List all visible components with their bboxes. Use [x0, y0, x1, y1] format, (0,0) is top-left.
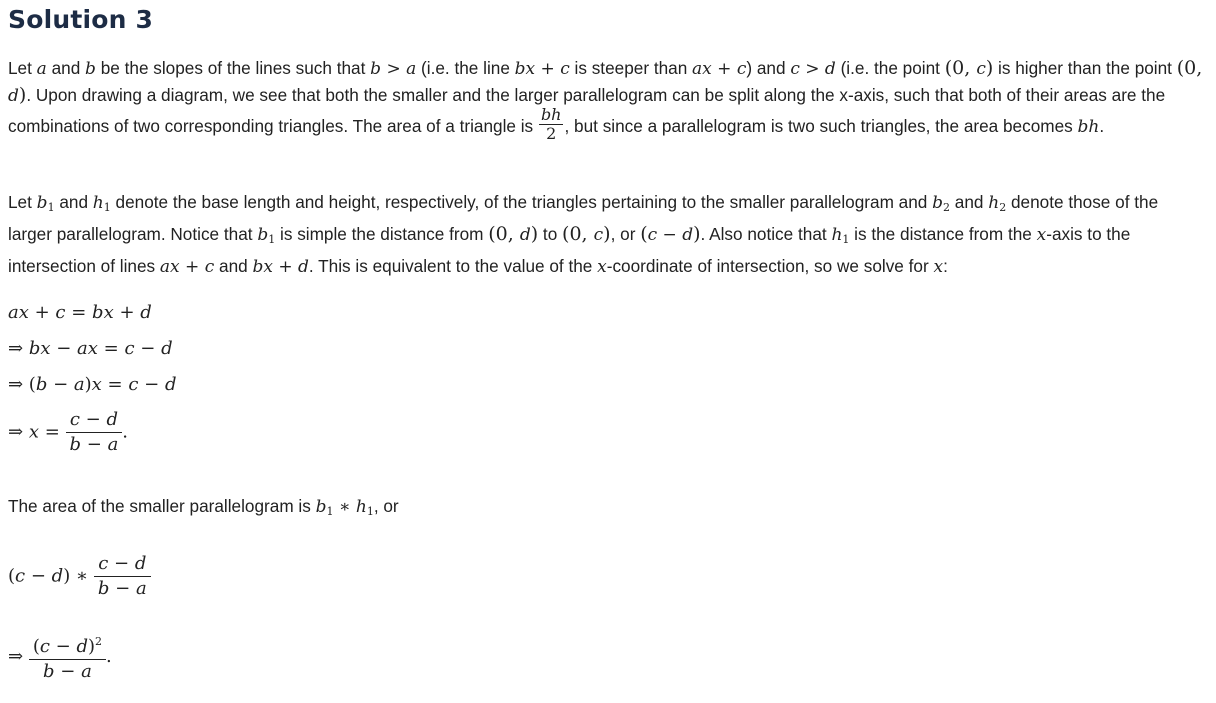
equation-line-3: ⇒ (b − a)x = c − d: [8, 374, 177, 395]
x-solution-fraction: $\frac{c - d}{b - a}$: [66, 408, 123, 457]
area-result-fraction: $\frac{(c - d)^2}{b - a}$: [29, 630, 106, 684]
equation-line-4: ⇒ x = $\frac{c - d}{b - a}$ .: [8, 409, 129, 455]
bh-over-2-fraction: $\frac{bh}{2}$: [540, 105, 562, 143]
area-fraction: $\frac{c - d}{b - a}$: [94, 552, 151, 601]
paragraph-slopes: Let a and b be the slopes of the lines such that b > a (i.e. the line bx + c is steeper than ax + c) and c > d (i.e. the point (0, c) is higher than the point (0, d). Upon drawing a diagram, we see that both the smaller and the larger parallelogram can be split along the x-axis, such that both of their areas are the combinations of two corresponding triangles. The area of a triangle is $\frac{bh}{2}$ , but since a parallelogram is two such triangles, the area becomes bh.: [8, 57, 1203, 143]
paragraph-area: The area of the smaller parallelogram is $b_1$ ∗ $h_1$, or: [8, 496, 399, 518]
solution-heading: Solution 3: [8, 5, 154, 34]
area-equation-line-1: (c − d) ∗ $\frac{c - d}{b - a}$: [8, 552, 151, 601]
paragraph-definitions: Let $b_1$ and $h_1$ denote the base length and height, respectively, of the triangles pertaining to the smaller parallelogram and $b_2$ and $h_2$ denote those of the larger parallelogram. Notice that $b_1$ is simple the distance from (0, d) to (0, c), or (c − d). Also notice that $h_1$ is the distance from the x-axis to the intersection of lines ax + c and bx + d. This is equivalent to the value of the x-coordinate of intersection, so we solve for x:: [8, 192, 1159, 277]
equation-line-2: ⇒ bx − ax = c − d: [8, 338, 173, 359]
area-equation-line-2: ⇒ $\frac{(c - d)^2}{b - a}$ .: [8, 630, 112, 684]
equation-line-1: ax + c = bx + d: [8, 302, 152, 323]
